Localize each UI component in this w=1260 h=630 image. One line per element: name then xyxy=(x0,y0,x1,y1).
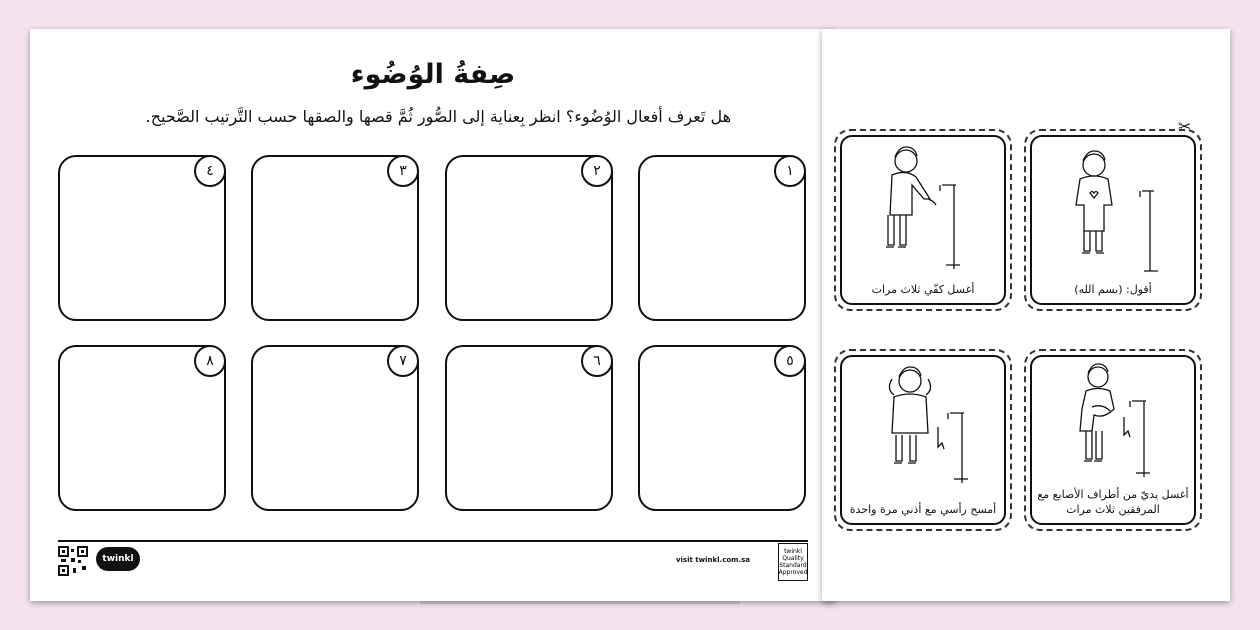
answer-box-4[interactable] xyxy=(58,155,226,321)
answer-box-5[interactable] xyxy=(638,345,806,511)
answer-box-8[interactable] xyxy=(58,345,226,511)
cutout-card-4[interactable] xyxy=(834,349,1012,531)
worksheet-page xyxy=(30,29,836,601)
box-number: ٤ xyxy=(194,155,226,187)
card-caption: أمسح رأسي مع أذني مرة واحدة xyxy=(849,503,997,516)
answer-box-1[interactable] xyxy=(638,155,806,321)
boy-wiping-head-illustration xyxy=(842,357,1006,525)
box-number: ٥ xyxy=(774,345,806,377)
answer-box-2[interactable] xyxy=(445,155,613,321)
twinkl-logo: twinkl xyxy=(96,547,140,571)
box-number: ٧ xyxy=(387,345,419,377)
quality-badge: twinkl Quality Standard Approved xyxy=(778,543,808,581)
box-number: ٨ xyxy=(194,345,226,377)
cutout-page xyxy=(822,29,1230,601)
cutout-card-3[interactable] xyxy=(1024,349,1202,531)
scissors-icon: ✂ xyxy=(1178,117,1192,136)
qr-code-icon xyxy=(58,546,88,576)
cutout-card-2[interactable] xyxy=(834,129,1012,311)
footer-divider xyxy=(58,540,808,542)
visit-link[interactable]: visit twinkl.com.sa xyxy=(675,556,750,564)
cutout-card-1[interactable] xyxy=(1024,129,1202,311)
worksheet-instruction: هل تَعرف أفعال الوُضُوء؟ انظر بِعناية إلى الصُّور ثُمَّ قصها والصقها حسب التَّرتيب الصَّحيح. xyxy=(145,107,731,126)
card-caption: أغسل كفّي ثلاث مرات xyxy=(871,283,975,296)
answer-box-6[interactable] xyxy=(445,345,613,511)
answer-box-3[interactable] xyxy=(251,155,419,321)
boy-bismillah-illustration xyxy=(1032,137,1196,305)
box-number: ١ xyxy=(774,155,806,187)
card-caption: أقول: (بسم الله) xyxy=(1074,283,1152,296)
answer-box-7[interactable] xyxy=(251,345,419,511)
box-number: ٣ xyxy=(387,155,419,187)
boy-washing-hands-illustration xyxy=(842,137,1006,305)
card-caption: أغسل يديّ من أطراف الأصابع مع المرفقين ثلاث مرات xyxy=(1037,488,1189,516)
box-number: ٢ xyxy=(581,155,613,187)
worksheet-title: صِفةُ الوُضُوء xyxy=(350,59,516,90)
box-number: ٦ xyxy=(581,345,613,377)
